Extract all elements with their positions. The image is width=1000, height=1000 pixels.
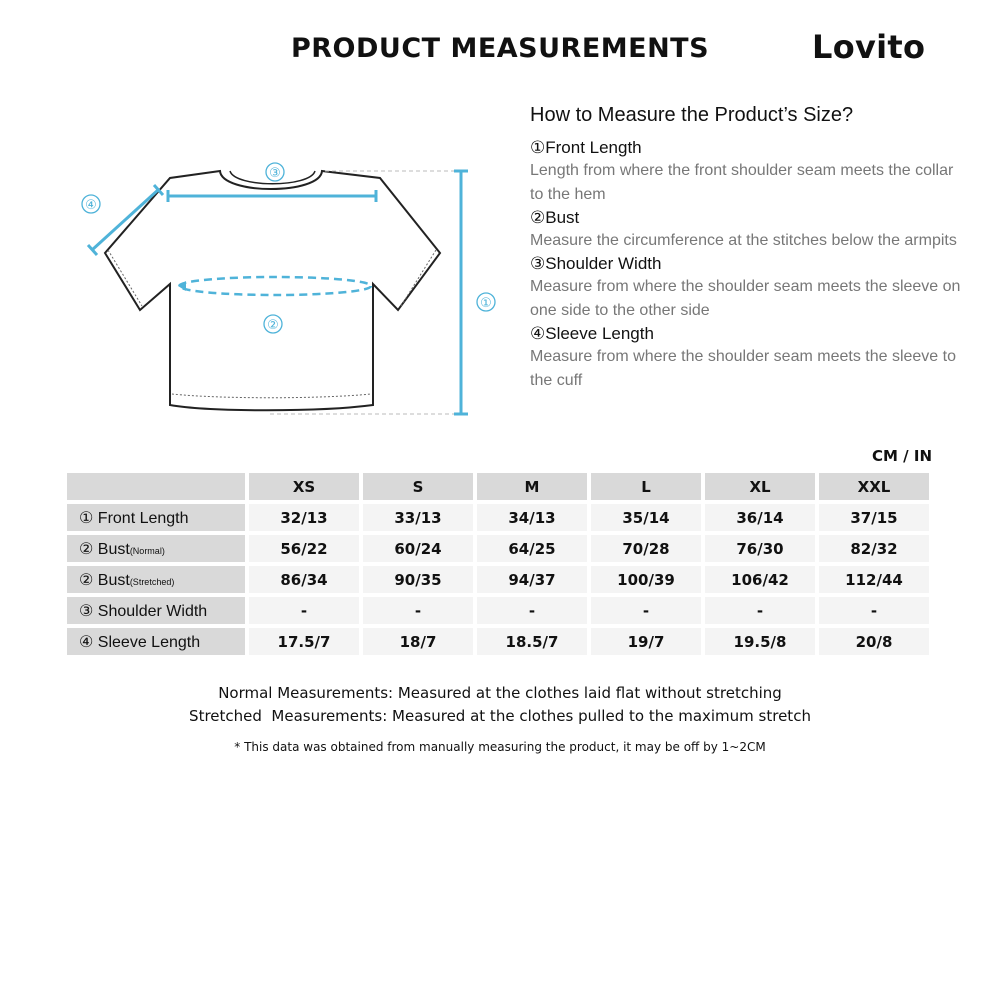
guide-heading: ④Sleeve Length [530, 324, 654, 343]
table-cell: 19/7 [591, 628, 701, 655]
table-cell: 17.5/7 [249, 628, 359, 655]
row-num: ① [79, 509, 94, 527]
measurement-notes [0, 682, 1000, 728]
table-cell: 86/34 [249, 566, 359, 593]
guide-desc: Measure the circumference at the stitches below the armpits [530, 232, 957, 249]
note-stretched: Stretched Measurements: Measured at the clothes pulled to the maximum stretch [189, 707, 811, 725]
table-cell: - [705, 597, 815, 624]
table-cell: 18.5/7 [477, 628, 587, 655]
table-cell: 34/13 [477, 504, 587, 531]
guide-item-sleeve-length [530, 323, 970, 393]
table-cell: 37/15 [819, 504, 929, 531]
guide-heading: ③Shoulder Width [530, 254, 662, 273]
tshirt-diagram [70, 150, 510, 430]
size-header: XXL [819, 473, 929, 500]
table-cell: 76/30 [705, 535, 815, 562]
row-sub: (Stretched) [129, 576, 175, 587]
label-1: ① [480, 296, 492, 311]
row-label [67, 566, 245, 593]
table-cell: 90/35 [363, 566, 473, 593]
unit-label: CM / IN [872, 447, 932, 465]
table-cell: 32/13 [249, 504, 359, 531]
table-row [67, 535, 929, 562]
note-normal: Normal Measurements: Measured at the clothes laid flat without stretching [218, 684, 782, 702]
size-header: L [591, 473, 701, 500]
brand-logo: Lovito [812, 28, 926, 66]
table-cell: 82/32 [819, 535, 929, 562]
table-cell: 35/14 [591, 504, 701, 531]
size-table [63, 469, 933, 659]
table-row [67, 628, 929, 655]
row-name: Sleeve Length [97, 633, 201, 651]
guide-item-bust [530, 207, 970, 253]
table-cell: - [363, 597, 473, 624]
table-cell: 112/44 [819, 566, 929, 593]
row-num: ② [79, 571, 94, 589]
guide-heading: ①Front Length [530, 138, 642, 157]
table-row [67, 504, 929, 531]
guide-desc: Measure from where the shoulder seam meets the sleeve to the cuff [530, 348, 956, 389]
table-cell: - [819, 597, 929, 624]
table-cell: - [477, 597, 587, 624]
table-cell: 100/39 [591, 566, 701, 593]
guide-item-shoulder-width [530, 253, 970, 323]
row-num: ③ [79, 602, 94, 620]
row-label [67, 535, 245, 562]
row-name: Front Length [97, 509, 189, 527]
table-cell: 106/42 [705, 566, 815, 593]
row-label [67, 504, 245, 531]
row-name: Bust [97, 571, 130, 589]
row-name: Bust [97, 540, 130, 558]
disclaimer: * This data was obtained from manually measuring the product, it may be off by 1~2CM [234, 740, 766, 754]
row-sub: (Normal) [129, 545, 165, 556]
table-cell: 60/24 [363, 535, 473, 562]
guide-title: How to Measure the Product’s Size? [530, 104, 854, 126]
row-num: ④ [79, 633, 94, 651]
size-header: M [477, 473, 587, 500]
tshirt-outline [105, 171, 440, 410]
label-2: ② [267, 318, 279, 333]
guide-desc: Length from where the front shoulder seam meets the collar to the hem [530, 162, 954, 203]
guide-desc: Measure from where the shoulder seam meets the sleeve on one side to the other side [530, 278, 961, 319]
page-title: PRODUCT MEASUREMENTS [290, 33, 710, 64]
table-cell: 19.5/8 [705, 628, 815, 655]
row-label [67, 628, 245, 655]
table-cell: 70/28 [591, 535, 701, 562]
size-header: S [363, 473, 473, 500]
table-cell: 56/22 [249, 535, 359, 562]
row-num: ② [79, 540, 94, 558]
table-cell: 20/8 [819, 628, 929, 655]
guide-item-front-length [530, 137, 970, 207]
table-corner [67, 473, 245, 500]
table-row [67, 597, 929, 624]
row-label [67, 597, 245, 624]
table-cell: 94/37 [477, 566, 587, 593]
guide-heading: ②Bust [530, 208, 580, 227]
size-header: XL [705, 473, 815, 500]
row-name: Shoulder Width [97, 602, 208, 620]
table-cell: - [591, 597, 701, 624]
size-header: XS [249, 473, 359, 500]
table-cell: 33/13 [363, 504, 473, 531]
table-header-row [67, 473, 929, 500]
table-cell: 18/7 [363, 628, 473, 655]
measure-guide [530, 104, 970, 393]
table-row [67, 566, 929, 593]
table-cell: 64/25 [477, 535, 587, 562]
table-cell: - [249, 597, 359, 624]
table-cell: 36/14 [705, 504, 815, 531]
label-4: ④ [85, 198, 97, 213]
label-3: ③ [269, 166, 281, 181]
